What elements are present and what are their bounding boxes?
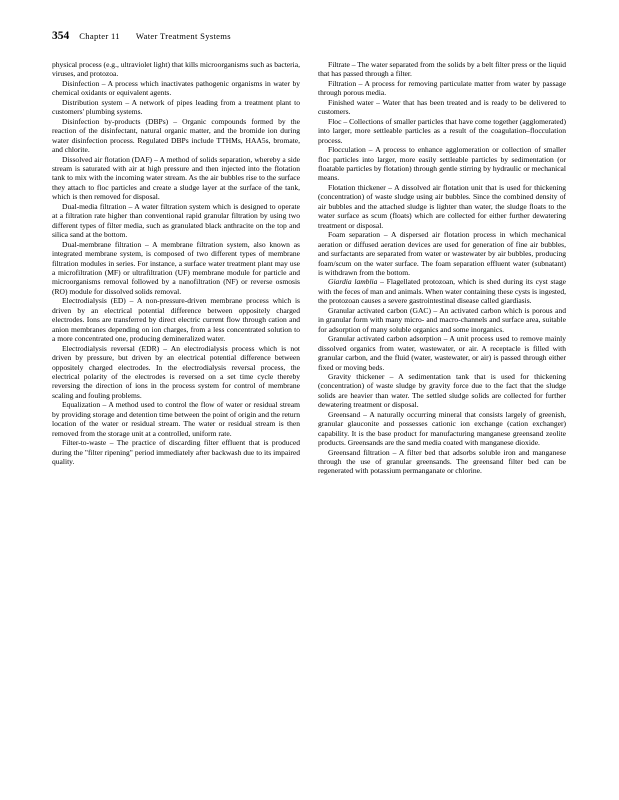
glossary-entry: Electrodialysis (ED) – A non-pressure-driven membrane process which is driven by an electrical potential difference between oppositely charged electrodes. Ions are transferred by direct electric current flow through cation and anion membranes depending on ion charges, from a less concentrated solution to a more concentrated one, producing demineralized water. xyxy=(52,296,300,344)
glossary-entry: Equalization – A method used to control the flow of water or residual stream by providing storage and detention time between the point of origin and the return location of the water or residual stream. The water or residual stream is then removed from the storage unit at a controlled, uniform rate. xyxy=(52,400,300,438)
glossary-entry: Filter-to-waste – The practice of discarding filter effluent that is produced during the "filter ripening" period immediately after backwash due to its impaired quality. xyxy=(52,438,300,467)
glossary-entry: Foam separation – A dispersed air flotation process in which mechanical aeration or diffused aeration devices are used for generation of fine air bubbles, and surfactants are separated from water or wastewater by air bubbles, producing foam/scum on the water surface. The foam separation effluent water (subnatant) is withdrawn from the bottom. xyxy=(318,230,566,277)
glossary-entry: Disinfection by-products (DBPs) – Organic compounds formed by the reaction of the disinfectant, natural organic matter, and the bromide ion during water disinfection process. Regulated DBPs include TTHMs, HAA5s, bromate, and chlorite. xyxy=(52,116,300,155)
glossary-entry: physical process (e.g., ultraviolet light) that kills microorganisms such as bacteria, viruses, and protozoa. xyxy=(52,60,301,79)
glossary-entry: Electrodialysis reversal (EDR) – An electrodialysis process which is not driven by pressure, but driven by an electrical potential difference between oppositely charged electrodes. In the electrodialysis reversal process, the electrical polarity of the electrodes is reversed on a set time cycle thereby reversing the direction of ions in the process system for control of membrane scaling and fouling problems. xyxy=(52,343,300,400)
glossary-entry: Greensand filtration – A filter bed that adsorbs soluble iron and manganese through the use of granular greensands. The greensand filter bed can be regenerated with potassium permanganate or chlorine. xyxy=(318,447,566,476)
glossary-entry: Distribution system – A network of pipes leading from a treatment plant to customers' plumbing systems. xyxy=(52,97,300,117)
glossary-entry: Granular activated carbon (GAC) – An activated carbon which is porous and in granular form with many micro- and macro-channels and surface area, suitable for adsorption of many soluble organics and some inorganics. xyxy=(318,305,566,334)
column-right xyxy=(318,60,566,776)
glossary-entry: Filtrate – The water separated from the solids by a belt filter press or the liquid that has passed through a filter. xyxy=(318,60,566,79)
chapter-title: Water Treatment Systems xyxy=(135,31,231,41)
column-left xyxy=(52,60,300,776)
running-head xyxy=(52,30,567,44)
glossary-entry: Gravity thickener – A sedimentation tank that is used for thickening (concentration) of waste sludge by gravity force due to the fact that the sludge solids are heavier than water. The settled sludge solids are collected for further dewatering treatment or disposal. xyxy=(318,371,566,410)
chapter-label: Chapter 11 xyxy=(79,31,120,41)
glossary-entry: Filtration – A process for removing particulate matter from water by passage through porous media. xyxy=(318,78,566,98)
glossary-entry: Flotation thickener – A dissolved air flotation unit that is used for thickening (concentration) of waste sludge using air bubbles. Since the combined density of air bubbles and the attached sludge is lighter than water, the sludge floats to the water surface as scum (floats) which are collected for either further dewatering treatment or disposal. xyxy=(318,182,566,230)
glossary-entry: Dissolved air flotation (DAF) – A method of solids separation, whereby a side stream is saturated with air at high pressure and then injected into the flotation tank to mix with the incoming water stream. As the air bubbles rise to the surface they attach to floc particles and create a sludge layer at the surface of the tank, which is then removed for disposal. xyxy=(52,154,300,202)
two-column-body xyxy=(52,60,567,776)
glossary-entry: Finished water – Water that has been treated and is ready to be delivered to customers. xyxy=(318,97,566,117)
page-number: 354 xyxy=(52,30,70,42)
glossary-entry: Flocculation – A process to enhance agglomeration or collection of smaller floc particles into larger, more easily settleable particles by sedimentation (or floatable particles by flotation) through gentle stirring by hydraulic or mechanical means. xyxy=(318,145,566,183)
glossary-entry: Granular activated carbon adsorption – A unit process used to remove mainly dissolved organics from water, wastewater, or air. A receptacle is filled with granular carbon, and the fluid (water, wastewater, or air) is passed through either fixed or moving beds. xyxy=(318,334,566,372)
glossary-entry: Giardia lamblia – Flagellated protozoan, which is shed during its cyst stage with the feces of man and animals. When water containing these cysts is ingested, the protozoan causes a severe gastrointestinal disease called giardiasis. xyxy=(318,277,566,306)
glossary-entry: Disinfection – A process which inactivates pathogenic organisms in water by chemical oxidants or equivalent agents. xyxy=(52,78,300,98)
glossary-entry: Greensand – A naturally occurring mineral that consists largely of greenish, granular glauconite and possesses cationic ion exchange (cation exchanger) capability. It is the base product for manufacturing manganese greensand zeolite products. Greensands are the sand media coated with manganese dioxide. xyxy=(318,409,566,448)
italic-term: Giardia lamblia xyxy=(328,277,378,287)
glossary-entry: Dual-media filtration – A water filtration system which is designed to operate at a filtration rate higher than conventional rapid granular filtration by using two different types of filter media, such as granulated black anthracite on the top and silica sand at the bottom. xyxy=(52,201,300,240)
glossary-entry: Floc – Collections of smaller particles that have come together (agglomerated) into larger, more settleable particles as a result of the coagulation–flocculation process. xyxy=(318,116,566,145)
glossary-entry: Dual-membrane filtration – A membrane filtration system, also known as integrated membrane system, is composed of two different types of membrane filtration modules in series. For instance, a surface water treatment plant may use a microfiltration (MF) or ultrafiltration (UF) membrane module for particle and microorganisms removal followed by a nanofiltration (NF) or reverse osmosis (RO) module for dissolved solids removal. xyxy=(52,239,300,296)
